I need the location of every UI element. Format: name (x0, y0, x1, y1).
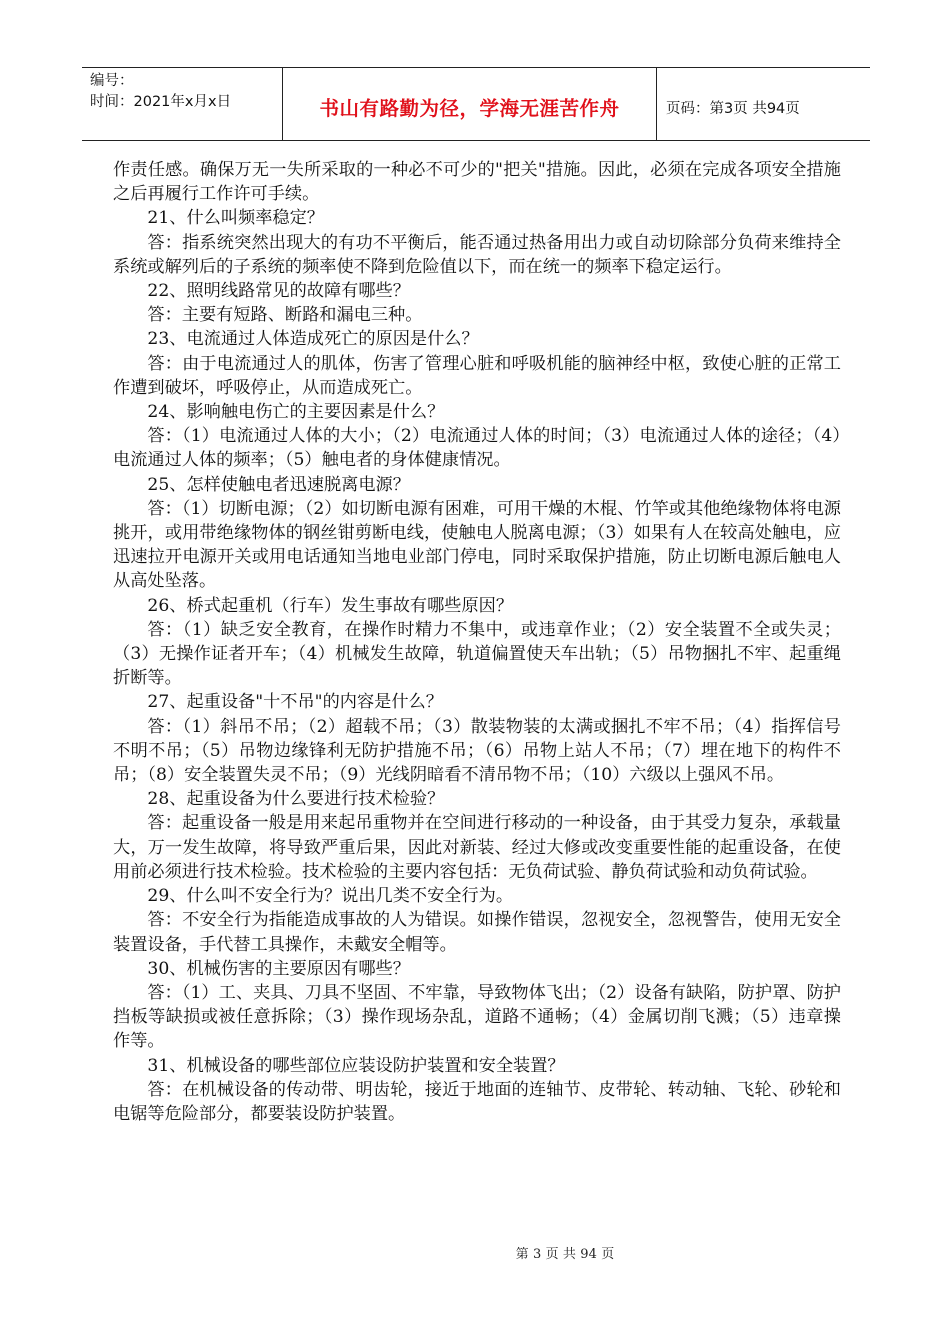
paragraph: 22、照明线路常见的故障有哪些？ (147, 281, 410, 302)
paragraph: 27、起重设备"十不吊"的内容是什么？ (147, 692, 443, 713)
header-motto-cell (283, 68, 657, 140)
header-page-number: 页码：第3页 共94页 (666, 100, 800, 117)
paragraph: 答：（1）工、夹具、刀具不坚固、不牢靠，导致物体飞出；（2）设备有缺陷，防护罩、防护挡板等缺损或被任意拆除；（3）操作现场杂乱，道路不通畅；（4）金属切削飞溅；（5）违章操作等。 (113, 982, 841, 1052)
paragraph: 25、怎样使触电者迅速脱离电源？ (147, 474, 410, 495)
document-body (113, 158, 841, 1126)
paragraph: 23、电流通过人体造成死亡的原因是什么？ (147, 329, 479, 350)
paragraph: 答：在机械设备的传动带、明齿轮，接近于地面的连轴节、皮带轮、转动轴、飞轮、砂轮和电锯等危险部分，都要装设防护装置。 (113, 1079, 841, 1124)
paragraph: 答：（1）斜吊不吊；（2）超载不吊；（3）散装物装的太满或捆扎不牢不吊；（4）指挥信号不明不吊；（5）吊物边缘锋利无防护措施不吊；（6）吊物上站人不吊；（7）埋在地下的构件不吊；（8）安全装置失灵不吊；（9）光线阴暗看不清吊物不吊；（10）六级以上强风不吊。 (113, 716, 841, 786)
paragraph: 作责任感。确保万无一失所采取的一种必不可少的"把关"措施。因此，必须在完成各项安全措施之后再履行工作许可手续。 (113, 160, 841, 205)
page-footer (0, 1243, 950, 1262)
paragraph: 答：（1）缺乏安全教育，在操作时精力不集中，或违章作业；（2）安全装置不全或失灵；（3）无操作证者开车；（4）机械发生故障，轨道偏置使天车出轨；（5）吊物捆扎不牢、起重绳折断等。 (113, 619, 841, 689)
document-header (82, 67, 870, 141)
header-page-cell (657, 68, 870, 140)
paragraph: 28、起重设备为什么要进行技术检验？ (147, 789, 445, 810)
paragraph: 21、什么叫频率稳定？ (147, 208, 324, 229)
paragraph: 30、机械伤害的主要原因有哪些？ (147, 958, 410, 979)
serial-number-label: 编号： (90, 73, 134, 89)
paragraph: 29、什么叫不安全行为？说出几类不安全行为。 (147, 886, 514, 907)
time-label: 时间：2021年x月x日 (90, 94, 232, 110)
paragraph: 答：（1）电流通过人体的大小；（2）电流通过人体的时间；（3）电流通过人体的途径；（4）电流通过人体的频率；（5）触电者的身体健康情况。 (113, 426, 841, 471)
footer-page-number: 第 3 页 共 94 页 (515, 1247, 615, 1262)
paragraph: 答：不安全行为指能造成事故的人为错误。如操作错误，忽视安全，忽视警告，使用无安全装置设备，手代替工具操作，未戴安全帽等。 (113, 910, 841, 955)
paragraph: 答：（1）切断电源；（2）如切断电源有困难，可用干燥的木棍、竹竿或其他绝缘物体将电源挑开，或用带绝缘物体的钢丝钳剪断电线，使触电人脱离电源；（3）如果有人在较高处触电，应迅速拉开电源开关或用电话通知当地电业部门停电，同时采取保护措施，防止切断电源后触电人从高处坠落。 (113, 498, 841, 592)
paragraph: 答：指系统突然出现大的有功不平衡后，能否通过热备用出力或自动切除部分负荷来维持全系统或解列后的子系统的频率使不降到危险值以下，而在统一的频率下稳定运行。 (113, 232, 841, 277)
paragraph: 答：主要有短路、断路和漏电三种。 (147, 305, 423, 326)
paragraph: 24、影响触电伤亡的主要因素是什么？ (147, 402, 445, 423)
header-motto: 书山有路勤为径，学海无涯苦作舟 (319, 97, 620, 120)
paragraph: 31、机械设备的哪些部位应装设防护装置和安全装置？ (147, 1055, 565, 1076)
paragraph: 26、桥式起重机（行车）发生事故有哪些原因？ (147, 595, 514, 616)
paragraph: 答：由于电流通过人的肌体，伤害了管理心脏和呼吸机能的脑神经中枢，致使心脏的正常工作遭到破坏，呼吸停止，从而造成死亡。 (113, 353, 841, 398)
header-meta (82, 68, 283, 140)
paragraph: 答：起重设备一般是用来起吊重物并在空间进行移动的一种设备，由于其受力复杂，承载量大，万一发生故障，将导致严重后果，因此对新装、经过大修或改变重要性能的起重设备，在使用前必须进行技术检验。技术检验的主要内容包括：无负荷试验、静负荷试验和动负荷试验。 (113, 813, 841, 882)
